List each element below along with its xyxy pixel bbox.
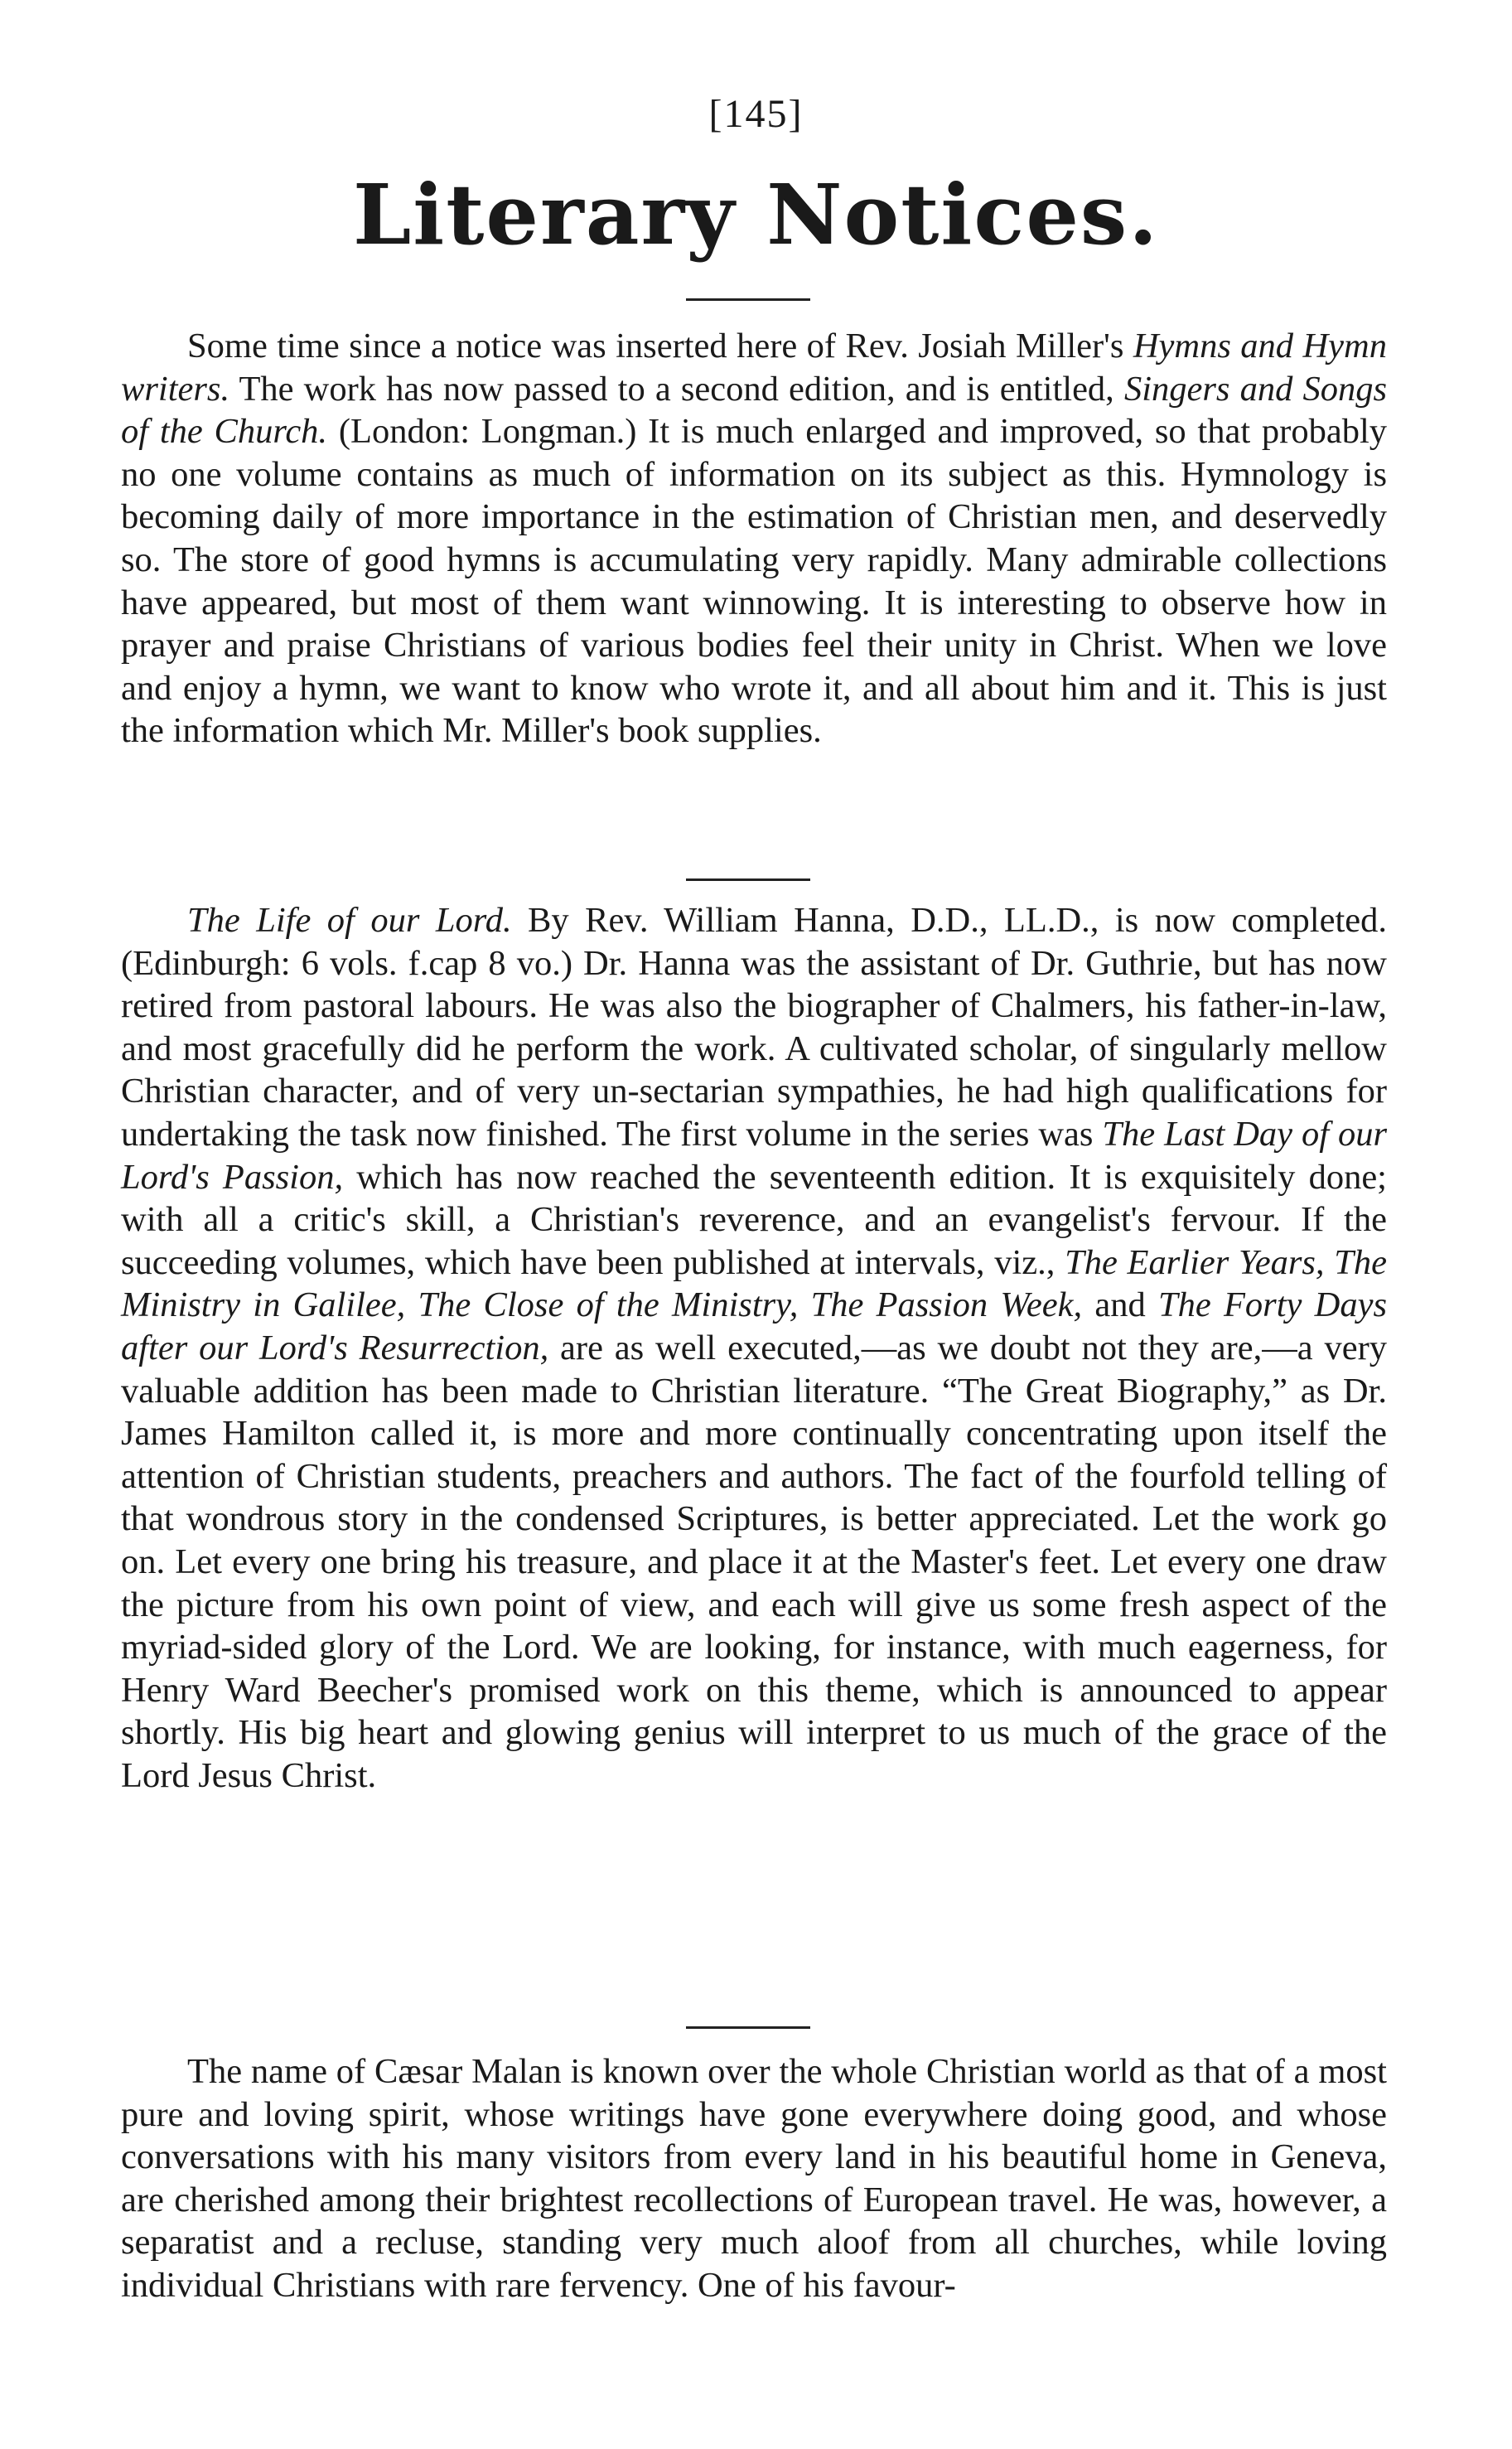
book-title: The Earlier Years, The Ministry in Galilee, The Close of the Ministry, The Passion Week, [121, 1242, 1387, 1325]
notice-text-segment: By Rev. William Hanna, D.D., LL.D., is now completed. (Edinburgh: 6 vols. f.cap 8 vo.) Dr. Hanna was the assistant of Dr. Guthrie, but has now retired from pastoral labours. He was also the biographer of Chalmers, his father-in-law, and most gracefully did he perform the work. A cultivated scholar, of singularly mellow Christian character, and of very un-sectarian sympathies, he had high qualifications for undertaking the task now finished. The first volume in the series was [121, 901, 1387, 1154]
book-title: The Life of our Lord. [187, 901, 512, 940]
notice-paragraph-miller [121, 325, 1387, 753]
book-title: Singers and Songs of the Church. [121, 369, 1387, 452]
notice-text-segment: The work has now passed to a second edition, and is entitled, [229, 369, 1124, 409]
notice-paragraph-malan [121, 2050, 1387, 2307]
notice-text-segment: The name of Cæsar Malan is known over the whole Christian world as that of a most pure and loving spirit, whose writings have gone everywhere doing good, and whose conversations with his many visitors from every land in his beautiful home in Geneva, are cherished among their brightest recollections of European travel. He was, however, a separatist and a recluse, standing very much aloof from all churches, while loving individual Christians with rare fervency. One of his favour- [121, 2052, 1387, 2305]
notice-paragraph-hanna [121, 899, 1387, 1797]
book-title: Hymns and Hymn writers. [121, 327, 1387, 409]
page-number: [145] [708, 92, 804, 136]
book-title: The Last Day of our Lord's Passion, [121, 1114, 1388, 1197]
page-title: Literary Notices. [352, 166, 1160, 264]
notice-text-segment: and [1082, 1285, 1158, 1325]
notice-text-segment: Some time since a notice was inserted here of Rev. Josiah Miller's [187, 327, 1133, 365]
notice-text-segment: which has now reached the seventeenth edition. It is exquisitely done; with all a critic's skill, a Christian's reverence, and an evangelist's fervour. If the succeeding volumes, which have been published at intervals, viz., [121, 1157, 1387, 1282]
notice-text-segment: (London: Longman.) It is much enlarged and improved, so that probably no one volume contains as much of information on its subject as this. Hymnology is becoming daily of more importance in the estimation of Christian men, and deservedly so. The store of good hymns is accumulating very rapidly. Many admirable collections have appeared, but most of them want winnowing. It is interesting to observe how in prayer and praise Christians of various bodies feel their unity in Christ. When we love and enjoy a hymn, we want to know who wrote it, and all about him and it. This is just the information which Mr. Miller's book supplies. [121, 412, 1388, 751]
book-title: The Forty Days after our Lord's Resurrection, [121, 1285, 1387, 1367]
notice-text-segment: are as well executed,—as we doubt not they are,—a very valuable addition has been made to Christian literature. “The Great Biography,” as Dr. James Hamilton called it, is more and more continually concentrating upon itself the attention of Christian students, preachers and authors. The fact of the fourfold telling of that wondrous story in the condensed Scriptures, is better appreciated. Let the work go on. Let every one bring his treasure, and place it at the Master's feet. Let every one draw the picture from his own point of view, and each will give us some fresh aspect of the myriad-sided glory of the Lord. We are looking, for instance, with much eagerness, for Henry Ward Beecher's promised work on this theme, which is announced to appear shortly. His big heart and glowing genius will interpret to us much of the grace of the Lord Jesus Christ. [121, 1328, 1387, 1795]
section-divider [686, 298, 810, 301]
section-divider [686, 878, 810, 881]
section-divider [686, 2026, 810, 2029]
